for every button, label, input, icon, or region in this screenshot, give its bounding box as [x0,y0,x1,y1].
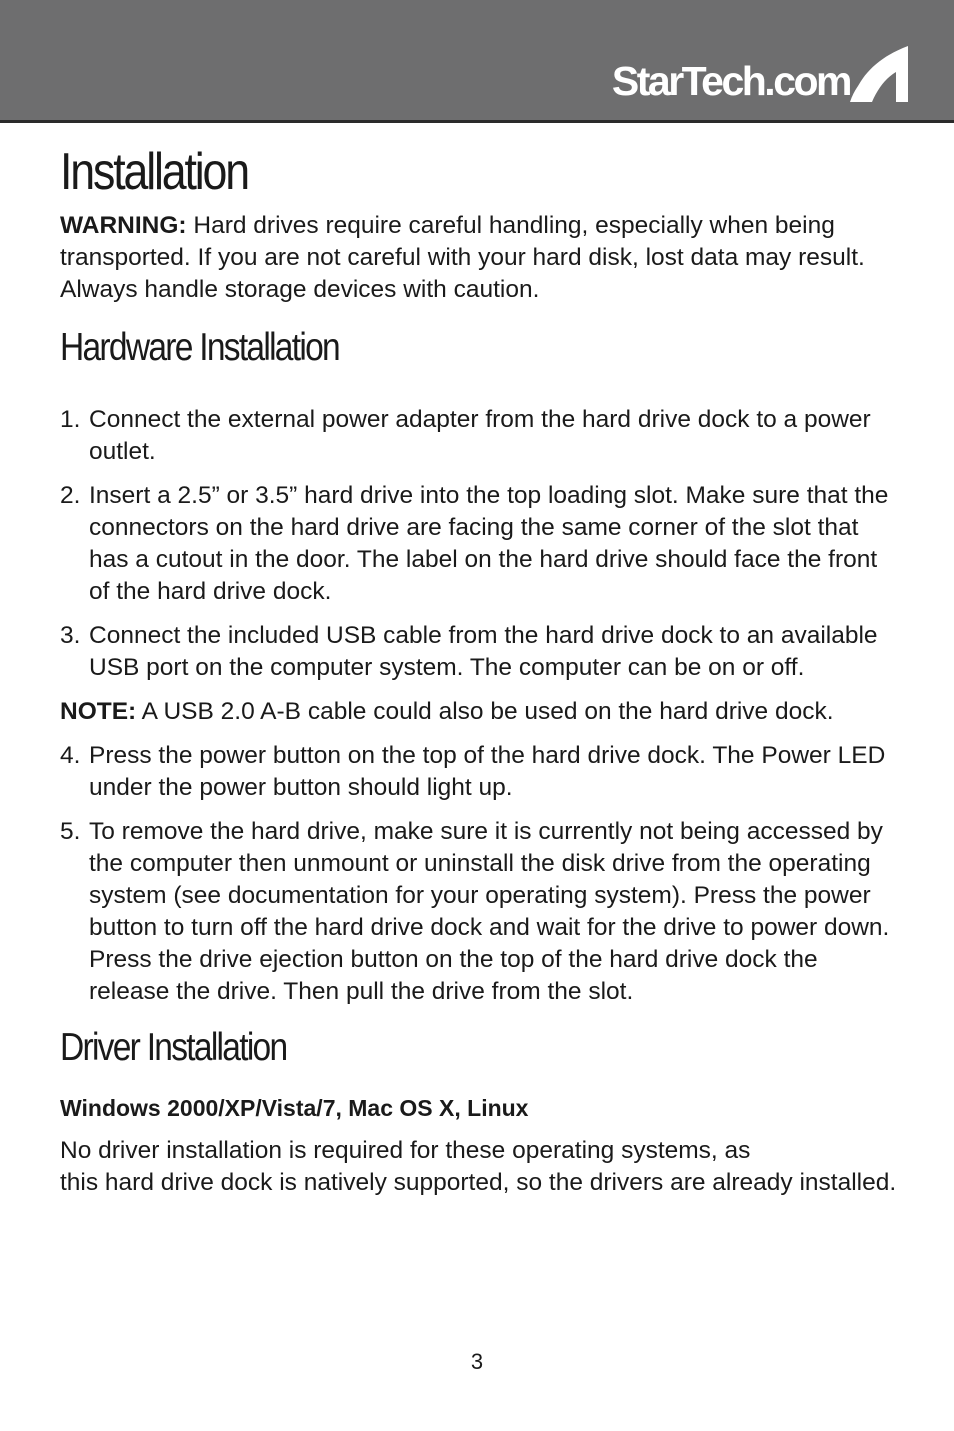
startech-logo [612,44,910,104]
note-paragraph [60,696,900,728]
hardware-steps-list [60,404,900,684]
logo-swoosh-icon [850,44,910,104]
logo-text: StarTech.com [611,58,850,104]
driver-paragraph-line2: this hard drive dock is natively supported, so the drivers are already installed. [60,1169,897,1196]
note-text: A USB 2.0 A-B cable could also be used on the hard drive dock. [136,698,834,725]
page-header [0,0,954,123]
step-1 [60,404,900,468]
step-number: 2. [60,482,81,509]
step-2 [60,480,900,608]
driver-installation-heading: Driver Installation [60,1026,287,1069]
warning-label: WARNING: [60,212,187,239]
hardware-installation-heading: Hardware Installation [60,326,339,369]
step-text: Insert a 2.5” or 3.5” hard drive into the top loading slot. Make sure that the connectors on the hard drive are facing the same corner of the slot that has a cutout in the door. The label on the hard drive should face the front of the hard drive dock. [89,482,889,605]
step-text: Connect the external power adapter from the hard drive dock to a power outlet. [89,406,871,465]
note-label: NOTE: [60,698,137,725]
step-text: To remove the hard drive, make sure it is currently not being accessed by the computer then unmount or uninstall the disk drive from the operating system (see documentation for your operating system). Press the power button to turn off the hard drive dock and wait for the drive to power down. Press the drive ejection button on the top of the hard drive dock the release the drive. Then pull the drive from the slot. [89,818,890,1005]
warning-paragraph [60,210,900,306]
step-5 [60,816,900,1008]
warning-text: Hard drives require careful handling, especially when being transported. If you are not careful with your hard disk, lost data may result. Always handle storage devices with caution. [60,212,865,303]
page-number: 3 [470,1349,484,1374]
page-title: Installation [60,143,249,201]
step-4 [60,740,900,804]
page-content [60,140,900,1199]
step-number: 1. [60,406,81,433]
os-subheading: Windows 2000/XP/Vista/7, Mac OS X, Linux [60,1095,529,1121]
driver-paragraph-line1: No driver installation is required for these operating systems, as [60,1137,751,1164]
step-number: 5. [60,818,81,845]
step-number: 4. [60,742,81,769]
step-text: Press the power button on the top of the hard drive dock. The Power LED under the power button should light up. [89,742,886,801]
step-number: 3. [60,622,81,649]
step-text: Connect the included USB cable from the hard drive dock to an available USB port on the computer system. The computer can be on or off. [89,622,878,681]
step-3 [60,620,900,684]
hardware-steps-list-continued [60,740,900,1008]
